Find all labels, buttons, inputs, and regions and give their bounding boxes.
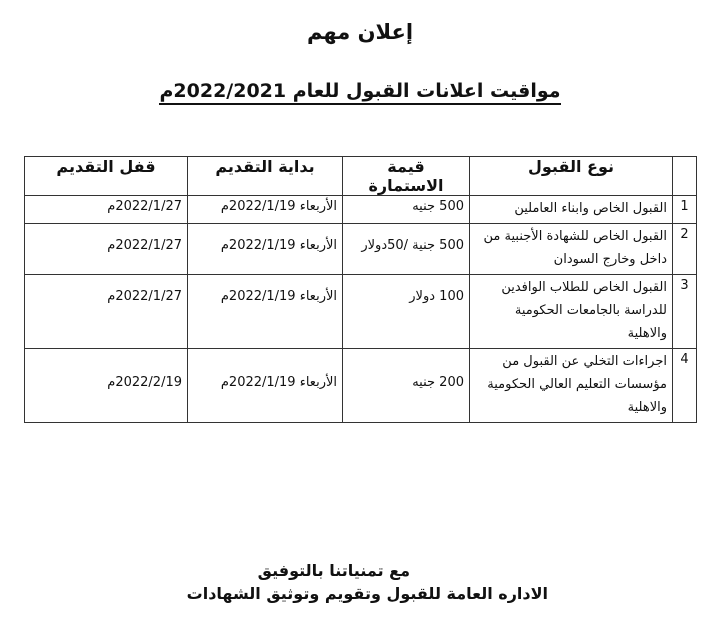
- column-header-end: قفل التقديم: [25, 157, 188, 196]
- column-header-fee: قيمة الاستمارة: [343, 157, 470, 196]
- end-date: 2022/1/27م: [25, 196, 188, 224]
- subtitle-text: مواقيت اعلانات القبول للعام 2022/2021م: [159, 80, 560, 105]
- form-fee: 100 دولار: [343, 275, 470, 349]
- form-fee: 500 جنيه: [343, 196, 470, 224]
- admission-type-line: للدراسة بالجامعات الحكومية والاهلية: [514, 303, 667, 341]
- page-title: إعلان مهم: [306, 20, 414, 44]
- admission-type-line: القبول الخاص وابناء العاملين: [514, 201, 667, 216]
- table-row: [25, 349, 697, 423]
- end-date: 2022/2/19م: [25, 349, 188, 423]
- end-date: 2022/1/27م: [25, 275, 188, 349]
- row-number: 2: [673, 224, 697, 275]
- admission-type-line: القبول الخاص للطلاب الوافدين: [501, 280, 667, 295]
- table-row: [25, 224, 697, 275]
- table-row: [25, 275, 697, 349]
- start-date: الأربعاء 2022/1/19م: [188, 224, 343, 275]
- row-number: 3: [673, 275, 697, 349]
- admission-type: [470, 224, 673, 275]
- admission-type-line: والاهلية: [627, 400, 667, 415]
- row-number: 1: [673, 196, 697, 224]
- admission-type-line: اجراءات التخلي عن القبول من: [502, 354, 667, 369]
- page-subtitle: [0, 80, 720, 102]
- admission-type: [470, 349, 673, 423]
- issuing-department: الاداره العامة للقبول وتقويم وتوثيق الشهادات: [186, 584, 548, 603]
- table-header-row: [25, 157, 697, 196]
- admission-type-line: مؤسسات التعليم العالي الحكومية: [487, 377, 667, 392]
- closing-greeting: مع تمنياتنا بالتوفيق: [257, 561, 410, 580]
- row-number: 4: [673, 349, 697, 423]
- end-date: 2022/1/27م: [25, 224, 188, 275]
- table-row: [25, 196, 697, 224]
- form-fee: 200 جنيه: [343, 349, 470, 423]
- start-date: الأربعاء 2022/1/19م: [188, 196, 343, 224]
- admission-type: [470, 196, 673, 224]
- start-date: الأربعاء 2022/1/19م: [188, 349, 343, 423]
- admission-type: [470, 275, 673, 349]
- admission-schedule-table: [24, 156, 697, 423]
- admission-type-line: القبول الخاص للشهادة الأجنبية من: [483, 229, 667, 244]
- column-header-type: نوع القبول: [470, 157, 673, 196]
- admission-type-line: داخل وخارج السودان: [553, 252, 667, 267]
- column-header-start: بداية التقديم: [188, 157, 343, 196]
- form-fee: 500 جنية /50دولار: [343, 224, 470, 275]
- start-date: الأربعاء 2022/1/19م: [188, 275, 343, 349]
- column-header-num: [673, 157, 697, 196]
